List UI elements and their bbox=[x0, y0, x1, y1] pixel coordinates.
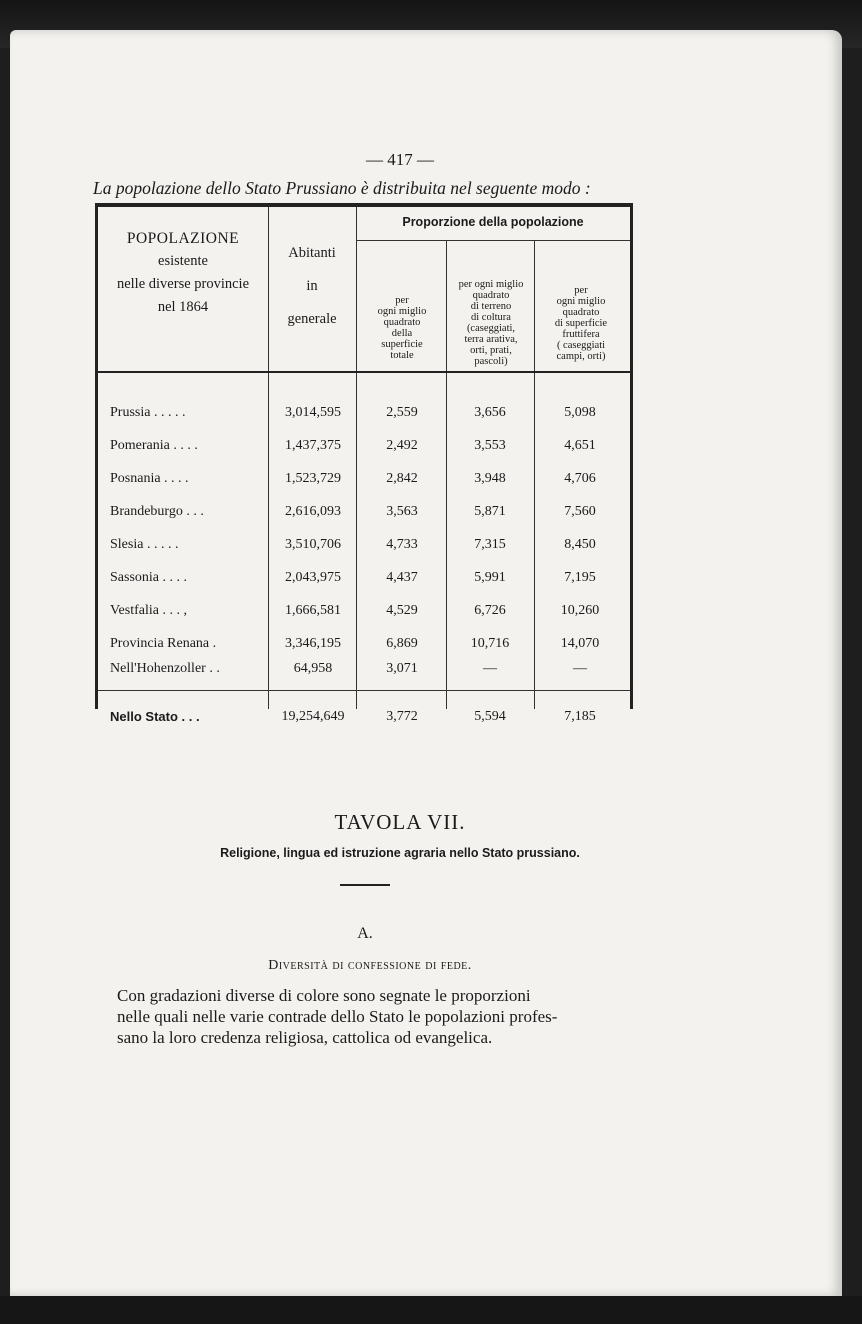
table-row bbox=[98, 405, 630, 438]
inhabitants-value: 64,958 bbox=[293, 661, 333, 676]
province-name: Vestfalia . . . , bbox=[110, 603, 187, 618]
ratio-total-value: 4,529 bbox=[386, 603, 418, 618]
header-line: ogni miglio bbox=[377, 306, 427, 317]
ratio-total-value: 4,733 bbox=[386, 537, 418, 552]
inhabitants-value: 1,437,375 bbox=[285, 438, 341, 453]
population-table bbox=[95, 203, 633, 724]
ratio-fruitful-value: 7,195 bbox=[564, 570, 596, 585]
total-label: Nello Stato . . . bbox=[110, 709, 200, 724]
ratio-cultivated-value: 3,948 bbox=[474, 471, 506, 486]
table-row bbox=[98, 504, 630, 537]
ratio-total-value: 2,559 bbox=[386, 405, 418, 420]
header-line: ( caseggiati bbox=[556, 340, 606, 351]
ratio-cultivated-value: 6,726 bbox=[474, 603, 506, 618]
intro-sentence: La popolazione dello Stato Prussiano è distribuita nel seguente modo : bbox=[93, 178, 591, 198]
province-name: Prussia . . . . . bbox=[110, 405, 186, 420]
inhabitants-value: 1,523,729 bbox=[285, 471, 341, 486]
ratio-total-value: 6,869 bbox=[386, 636, 418, 651]
header-line: di coltura bbox=[471, 312, 511, 323]
header-proportion-group: Proporzione della popolazione bbox=[402, 215, 584, 229]
divider-rule bbox=[340, 884, 390, 886]
ratio-total-value: 2,842 bbox=[386, 471, 418, 486]
ratio-cultivated-value: — bbox=[483, 661, 497, 676]
table-row bbox=[98, 570, 630, 603]
header-sub-fruitful bbox=[535, 285, 627, 362]
ratio-cultivated-value: 3,656 bbox=[474, 405, 506, 420]
section-title: Diversità di confessione di fede. bbox=[268, 958, 472, 973]
header-line: orti, prati, bbox=[470, 345, 512, 356]
ratio-fruitful-value: 14,070 bbox=[560, 636, 600, 651]
header-line: della bbox=[391, 328, 413, 339]
paragraph-line: sano la loro credenza religiosa, cattolica od evangelica. bbox=[117, 1028, 493, 1047]
header-line: generale bbox=[287, 311, 337, 327]
province-name: Slesia . . . . . bbox=[110, 537, 179, 552]
header-line: per bbox=[395, 295, 409, 306]
ratio-fruitful-value: 4,706 bbox=[564, 471, 596, 486]
header-sub-cultivated bbox=[447, 279, 535, 367]
header-line: (caseggiati, bbox=[466, 323, 516, 334]
ratio-cultivated-value: 5,991 bbox=[474, 570, 506, 585]
ratio-total-value: 3,563 bbox=[386, 504, 418, 519]
header-sub-total-area bbox=[358, 295, 446, 361]
province-name: Posnania . . . . bbox=[110, 471, 189, 486]
paragraph-line: nelle quali nelle varie contrade dello Stato le popolazioni profes- bbox=[117, 1007, 558, 1026]
ratio-fruitful-value: 7,185 bbox=[564, 709, 596, 724]
inhabitants-value: 3,510,706 bbox=[285, 537, 341, 552]
header-line: campi, orti) bbox=[556, 351, 606, 362]
ratio-cultivated-value: 10,716 bbox=[470, 636, 510, 651]
scan-bottom-border bbox=[0, 1296, 862, 1324]
header-line: esistente bbox=[158, 253, 208, 269]
inhabitants-value: 1,666,581 bbox=[285, 603, 341, 618]
header-line: quadrato bbox=[383, 317, 421, 328]
province-name: Brandeburgo . . . bbox=[110, 504, 204, 519]
ratio-cultivated-value: 7,315 bbox=[474, 537, 506, 552]
group-rule bbox=[356, 240, 630, 241]
table-row bbox=[98, 661, 630, 694]
province-name: Provincia Renana . bbox=[110, 636, 217, 651]
ratio-total-value: 4,437 bbox=[386, 570, 418, 585]
paragraph-line: Con gradazioni diverse di colore sono segnate le proporzioni bbox=[117, 986, 531, 1005]
ratio-fruitful-value: 5,098 bbox=[564, 405, 596, 420]
ratio-total-value: 3,772 bbox=[386, 709, 418, 724]
province-name: Nell'Hohenzoller . . bbox=[110, 661, 220, 676]
table-heading: TAVOLA VII. bbox=[334, 810, 466, 834]
header-line: nelle diverse provincie bbox=[116, 276, 250, 292]
header-rule bbox=[98, 371, 630, 373]
header-inhabitants bbox=[268, 237, 356, 336]
ratio-cultivated-value: 5,871 bbox=[474, 504, 506, 519]
province-name: Sassonia . . . . bbox=[110, 570, 187, 585]
header-line: terra arativa, bbox=[464, 334, 518, 345]
header-line: totale bbox=[390, 350, 414, 361]
table-row bbox=[98, 438, 630, 471]
header-line: di terreno bbox=[470, 301, 512, 312]
header-line: pascoli) bbox=[474, 356, 508, 367]
section-letter: A. bbox=[357, 925, 373, 942]
table-total-row bbox=[98, 709, 630, 742]
header-line: di superficie bbox=[554, 318, 608, 329]
ratio-total-value: 2,492 bbox=[386, 438, 418, 453]
inhabitants-value: 2,043,975 bbox=[285, 570, 341, 585]
table-row bbox=[98, 471, 630, 504]
ratio-fruitful-value: 8,450 bbox=[564, 537, 596, 552]
inhabitants-value: 3,346,195 bbox=[285, 636, 341, 651]
inhabitants-value: 3,014,595 bbox=[285, 405, 341, 420]
ratio-fruitful-value: 10,260 bbox=[560, 603, 600, 618]
header-line: fruttifera bbox=[562, 329, 600, 340]
header-population bbox=[98, 227, 268, 319]
header-line: per bbox=[574, 285, 588, 296]
inhabitants-value: 2,616,093 bbox=[285, 504, 341, 519]
table-subtitle: Religione, lingua ed istruzione agraria nello Stato prussiano. bbox=[220, 846, 580, 860]
header-line: per ogni miglio bbox=[458, 279, 524, 290]
ratio-fruitful-value: — bbox=[573, 661, 587, 676]
header-line: superficie bbox=[381, 339, 423, 350]
ratio-cultivated-value: 3,553 bbox=[474, 438, 506, 453]
province-name: Pomerania . . . . bbox=[110, 438, 198, 453]
header-line: nel 1864 bbox=[157, 299, 209, 315]
header-line: ogni miglio bbox=[556, 296, 606, 307]
header-line: in bbox=[306, 278, 318, 294]
header-line: quadrato bbox=[562, 307, 600, 318]
ratio-fruitful-value: 4,651 bbox=[564, 438, 596, 453]
table-row bbox=[98, 603, 630, 636]
ratio-fruitful-value: 7,560 bbox=[564, 504, 596, 519]
table-row bbox=[98, 537, 630, 570]
inhabitants-total: 19,254,649 bbox=[281, 709, 345, 724]
header-line: POPOLAZIONE bbox=[126, 230, 240, 247]
page-number: — 417 — bbox=[366, 150, 434, 169]
header-line: quadrato bbox=[472, 290, 510, 301]
header-line: Abitanti bbox=[288, 245, 336, 261]
ratio-total-value: 3,071 bbox=[386, 661, 418, 676]
ratio-cultivated-value: 5,594 bbox=[474, 709, 506, 724]
body-paragraph bbox=[117, 985, 637, 1048]
